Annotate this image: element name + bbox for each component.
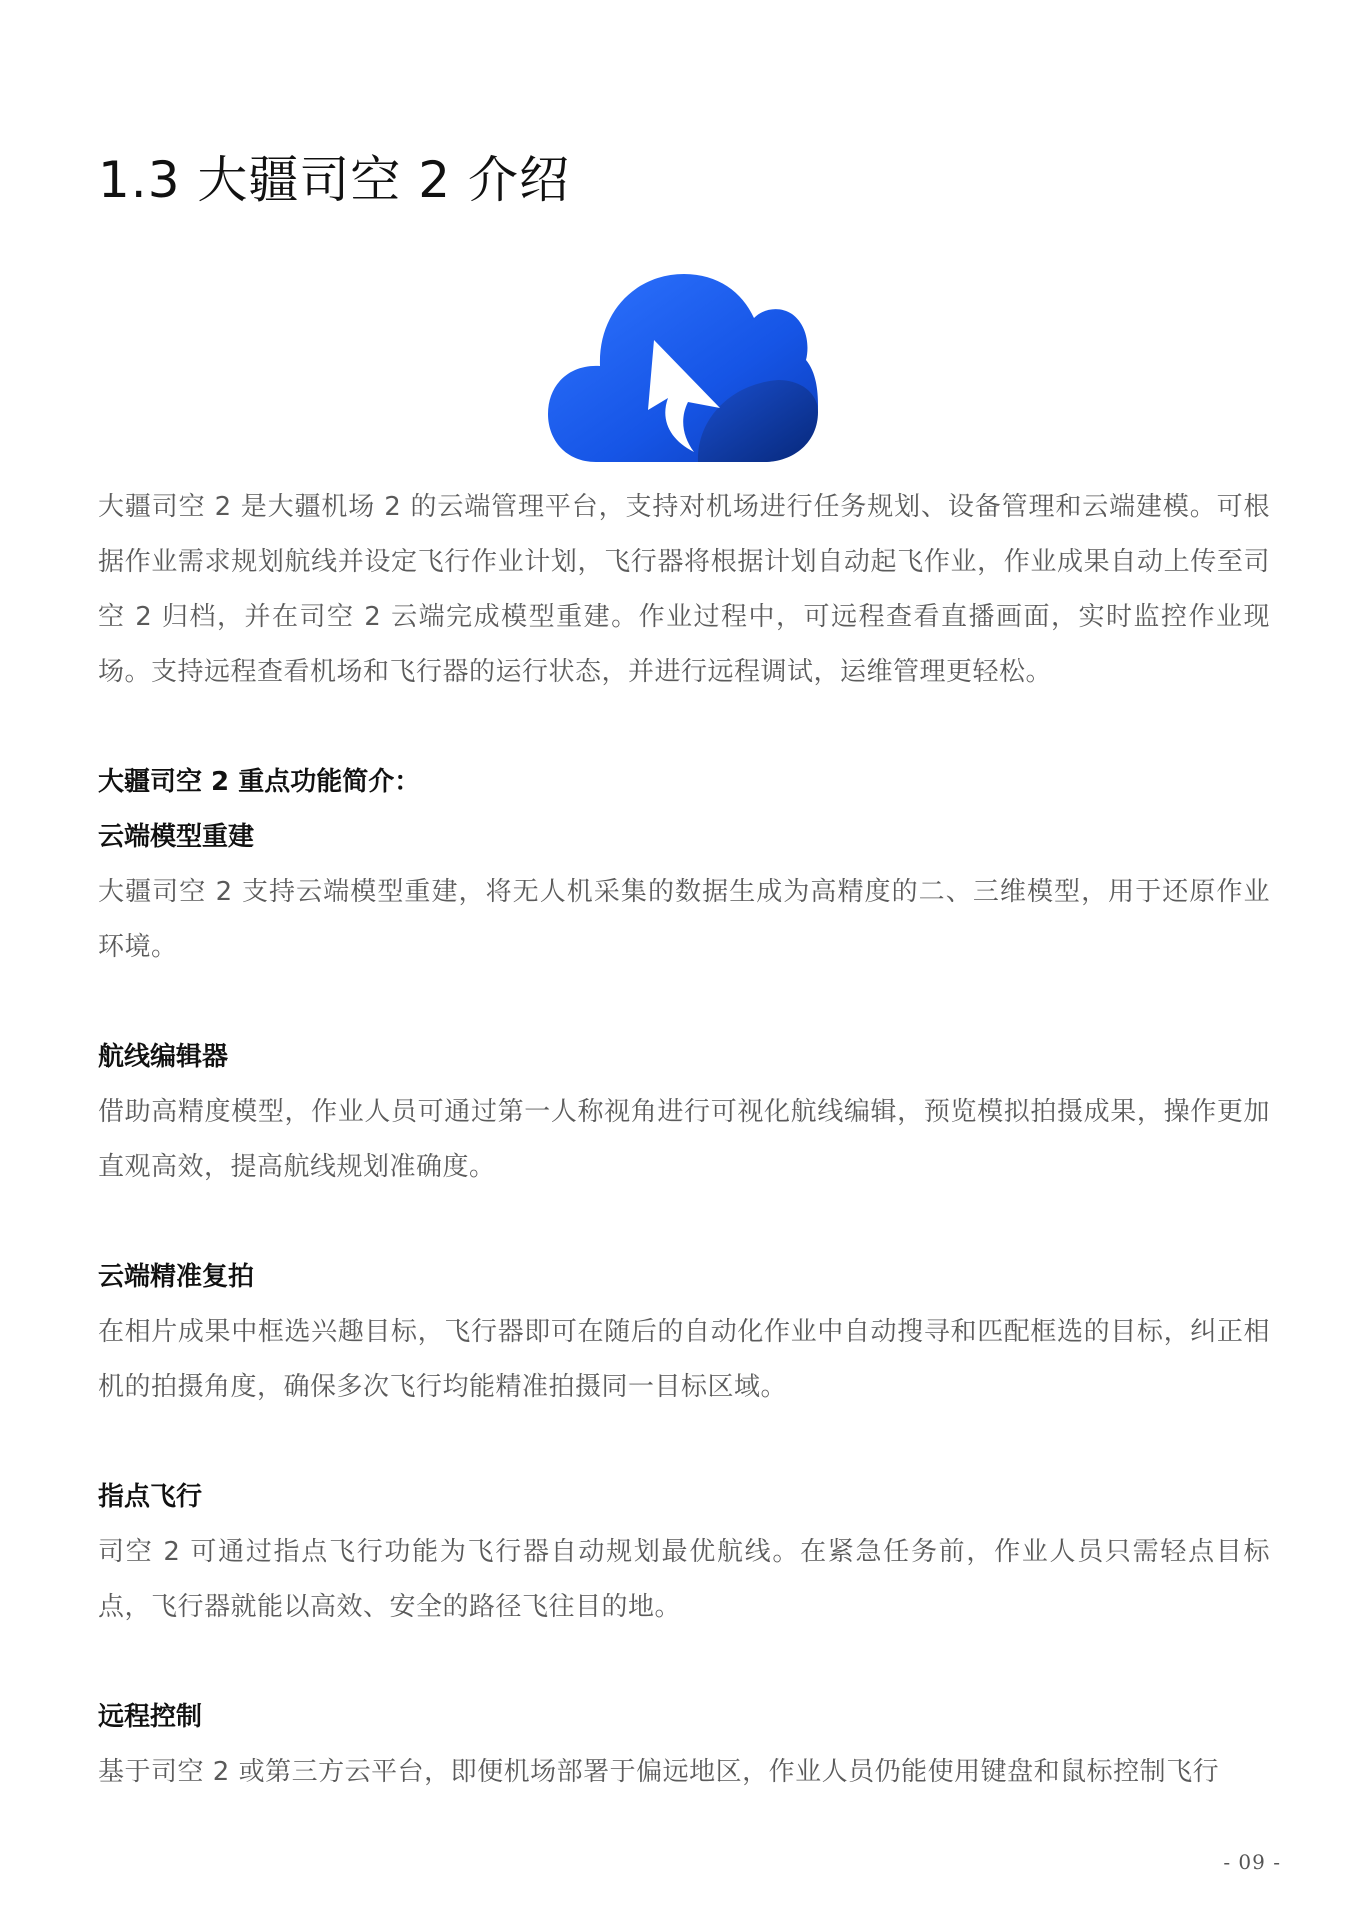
feature-section — [98, 1470, 1270, 1635]
page-number: - 09 - — [1223, 1850, 1281, 1874]
feature-section — [98, 810, 1270, 975]
feature-title: 指点飞行 — [98, 1482, 203, 1512]
feature-body: 大疆司空 2 支持云端模型重建，将无人机采集的数据生成为高精度的二、三维模型，用于还原作业环境。 — [98, 877, 1270, 962]
feature-title: 航线编辑器 — [98, 1042, 229, 1072]
features-heading: 大疆司空 2 重点功能简介： — [98, 767, 421, 797]
intro-paragraph: 大疆司空 2 是大疆机场 2 的云端管理平台，支持对机场进行任务规划、设备管理和云端建模。可根据作业需求规划航线并设定飞行作业计划，飞行器将根据计划自动起飞作业，作业成果自动上传至司空 2 归档，并在司空 2 云端完成模型重建。作业过程中，可远程查看直播画面，实时监控作业现场。支持远程查看机场和飞行器的运行状态，并进行远程调试，运维管理更轻松。 — [98, 492, 1270, 687]
page-title: 1.3 大疆司空 2 介绍 — [98, 151, 571, 209]
feature-body: 司空 2 可通过指点飞行功能为飞行器自动规划最优航线。在紧急任务前，作业人员只需轻点目标点，飞行器就能以高效、安全的路径飞往目的地。 — [98, 1537, 1270, 1622]
feature-section — [98, 1030, 1270, 1195]
document-body — [98, 480, 1270, 1800]
feature-title: 远程控制 — [98, 1702, 203, 1732]
feature-section — [98, 1690, 1270, 1800]
feature-body: 在相片成果中框选兴趣目标，飞行器即可在随后的自动化作业中自动搜寻和匹配框选的目标，纠正相机的拍摄角度，确保多次飞行均能精准拍摄同一目标区域。 — [98, 1317, 1270, 1402]
feature-section — [98, 1250, 1270, 1415]
feature-title: 云端精准复拍 — [98, 1262, 255, 1292]
feature-body: 基于司空 2 或第三方云平台，即便机场部署于偏远地区，作业人员仍能使用键盘和鼠标控制飞行 — [98, 1757, 1220, 1787]
cloud-navigation-arrow-icon — [548, 272, 818, 464]
feature-body: 借助高精度模型，作业人员可通过第一人称视角进行可视化航线编辑，预览模拟拍摄成果，操作更加直观高效，提高航线规划准确度。 — [98, 1097, 1270, 1182]
feature-title: 云端模型重建 — [98, 822, 255, 852]
